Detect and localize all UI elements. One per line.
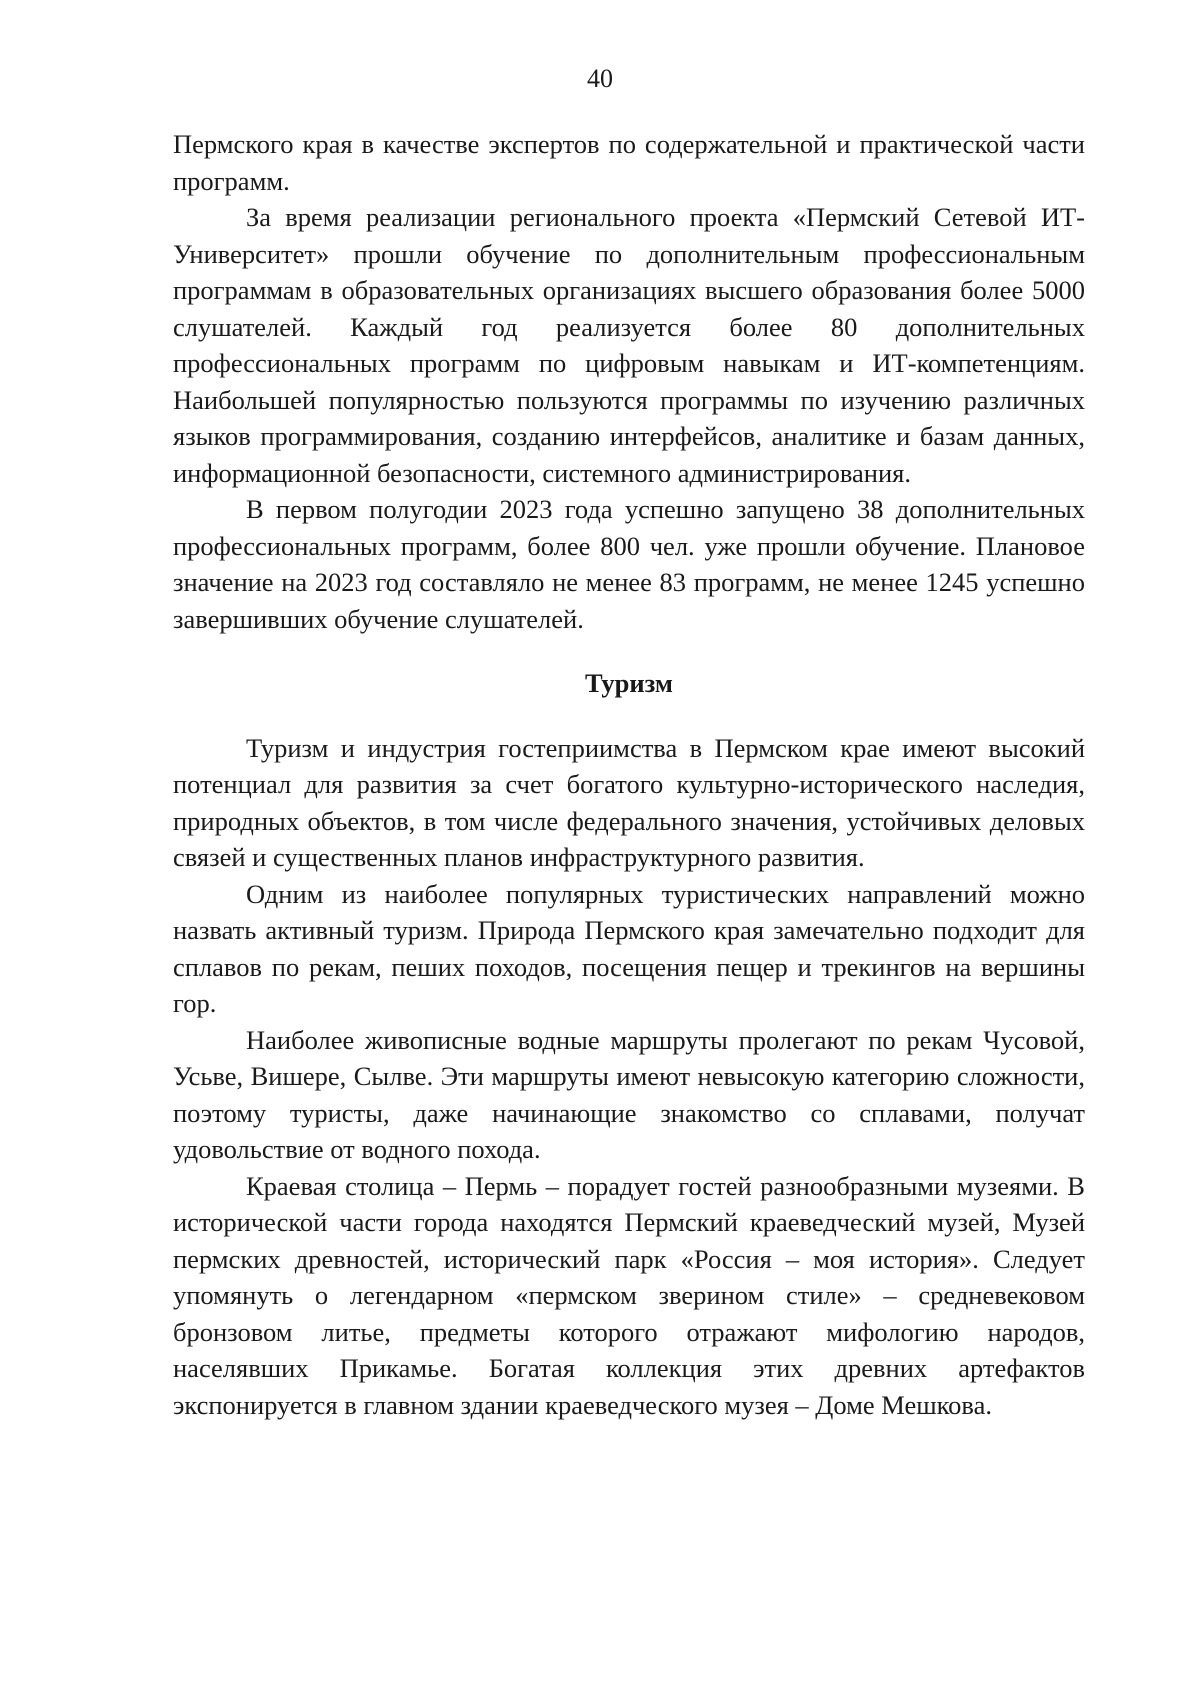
paragraph-7: Краевая столица – Пермь – порадует гостей разнообразными музеями. В исторической части города находятся Пермский краеведческий музей, Музей пермских древностей, исторический парк «Россия – моя история». Следует упомянуть о легендарном «пермском зверином стиле» – средневековом бронзовом литье, предметы которого отражают мифологию народов, населявших Прикамье. Богатая коллекция этих древних артефактов экспонируется в главном здании краеведческого музея – Доме Мешкова.	[173, 1170, 1085, 1420]
document-body	[173, 126, 1085, 1423]
paragraph-4: Туризм и индустрия гостеприимства в Пермском крае имеют высокий потенциал для развития за счет богатого культурно-исторического наследия, природных объектов, в том числе федерального значения, устойчивых деловых связей и существенных планов инфраструктурного развития.	[173, 732, 1085, 872]
paragraph-1: Пермского края в качестве экспертов по содержательной и практической части программ.	[173, 129, 1085, 196]
paragraph-5: Одним из наиболее популярных туристических направлений можно назвать активный туризм. Природа Пермского края замечательно подходит для сплавов по рекам, пеших походов, посещения пещер и трекингов на вершины гор.	[173, 878, 1085, 1018]
paragraph-2: За время реализации регионального проекта «Пермский Сетевой ИТ-Университет» прошли обучение по дополнительным профессиональным программам в образовательных организациях высшего образования более 5000 слушателей. Каждый год реализуется более 80 дополнительных профессиональных программ по цифровым навыкам и ИТ-компетенциям. Наибольшей популярностью пользуются программы по изучению различных языков программирования, созданию интерфейсов, аналитике и базам данных, информационной безопасности, системного администрирования.	[173, 202, 1085, 488]
section-heading: Туризм	[585, 668, 673, 698]
paragraph-3: В первом полугодии 2023 года успешно запущено 38 дополнительных профессиональных программ, более 800 чел. уже прошли обучение. Плановое значение на 2023 год составляло не менее 83 программ, не менее 1245 успешно завершивших обучение слушателей.	[173, 494, 1085, 634]
paragraph-6: Наиболее живописные водные маршруты пролегают по рекам Чусовой, Усьве, Вишере, Сылве. Эти маршруты имеют невысокую категорию сложности, поэтому туристы, даже начинающие знакомство со сплавами, получат удовольствие от водного похода.	[173, 1024, 1085, 1164]
page-number: 40	[587, 64, 613, 93]
